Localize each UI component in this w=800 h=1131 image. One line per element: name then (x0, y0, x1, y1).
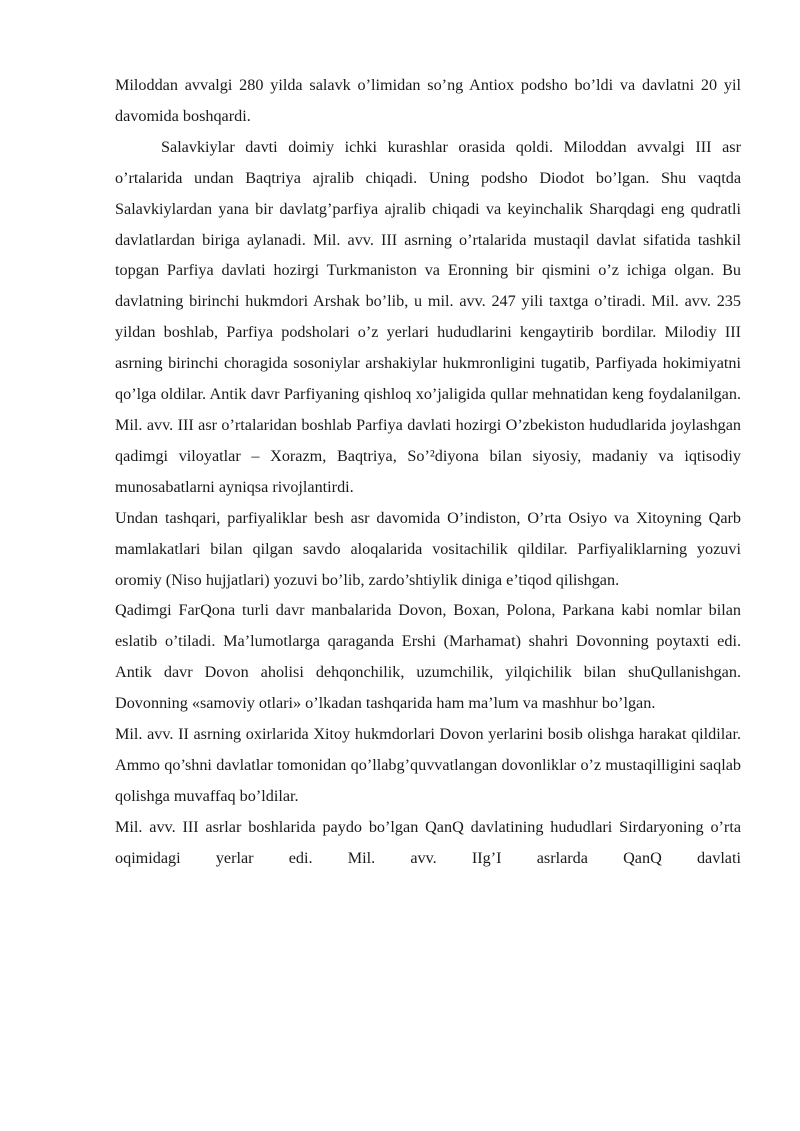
paragraph-5: Mil. avv. II asrning oxirlarida Xitoy hukmdorlari Dovon yerlarini bosib olishga harakat qildilar. Ammo qo’shni davlatlar tomonidan qo’llabg’quvvatlangan dovonliklar o’z mustaqilligini saqlab qolishga muvaffaq bo’ldilar. (115, 725, 741, 805)
body-text (115, 70, 741, 874)
paragraph-6: Mil. avv. III asrlar boshlarida paydo bo’lgan QanQ davlatining hududlari Sirdaryoning o’rta oqimidagi yerlar edi. Mil. avv. IIg’I asrlarda QanQ davlati (115, 817, 741, 867)
paragraph-1: Miloddan avvalgi 280 yilda salavk o’limidan so’ng Antiox podsho bo’ldi va davlatni 20 yil davomida boshqardi. (115, 76, 741, 125)
paragraph-2: Salavkiylar davti doimiy ichki kurashlar orasida qoldi. Miloddan avvalgi III asr o’rtalarida undan Baqtriya ajralib chiqadi. Uning podsho Diodot bo’lgan. Shu vaqtda Salavkiylardan yana bir davlatg’parfiya ajralib chiqadi va keyinchalik Sharqdagi eng qudratli davlatlardan biriga aylanadi. Mil. avv. III asrning o’rtalarida mustaqil davlat sifatida tashkil topgan Parfiya davlati hozirgi Turkmaniston va Eronning bir qismini o’z ichiga olgan. Bu davlatning birinchi hukmdori Arshak bo’lib, u mil. avv. 247 yili taxtga o’tiradi. Mil. avv. 235 yildan boshlab, Parfiya podsholari o’z yerlari hududlarini kengaytirib bordilar. Milodiy III asrning birinchi choragida sosoniylar arshakiylar hukmronligini tugatib, Parfiyada hokimiyatni qo’lga oldilar. Antik davr Parfiyaning qishloq xo’jaligida qullar mehnatidan keng foydalanilgan. Mil. avv. III asr o’rtalaridan boshlab Parfiya davlati hozirgi O’zbekiston hududlarida joylashgan qadimgi viloyatlar – Xorazm, Baqtriya, So’²diyona bilan siyosiy, madaniy va iqtisodiy munosabatlarni ayniqsa rivojlantirdi. (115, 137, 741, 496)
paragraph-3: Undan tashqari, parfiyaliklar besh asr davomida O’indiston, O’rta Osiyo va Xitoyning Qarb mamlakatlari bilan qilgan savdo aloqalarida vositachilik qildilar. Parfiyaliklarning yozuvi oromiy (Niso hujjatlari) yozuvi bo’lib, zardo’shtiylik diniga e’tiqod qilishgan. (115, 508, 741, 589)
paragraph-4: Qadimgi FarQona turli davr manbalarida Dovon, Boxan, Polona, Parkana kabi nomlar bilan eslatib o’tiladi. Ma’lumotlarga qaraganda Ershi (Marhamat) shahri Dovonning poytaxti edi. Antik davr Dovon aholisi dehqonchilik, uzumchilik, yilqichilik bilan shuQullanishgan. Dovonning «samoviy otlari» o’lkadan tashqarida ham ma’lum va mashhur bo’lgan. (115, 601, 741, 713)
